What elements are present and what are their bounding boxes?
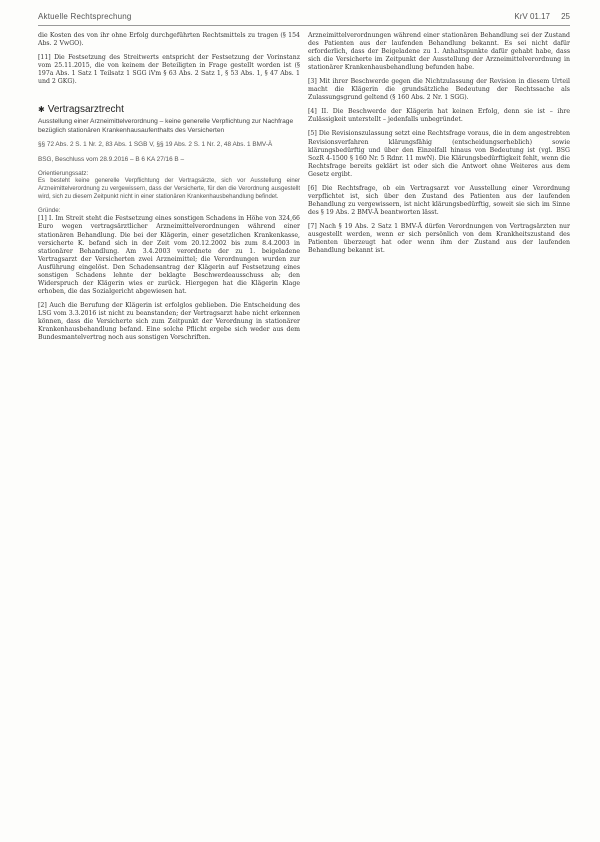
paragraph-11: [11] Die Festsetzung des Streitwerts entspricht der Festsetzung der Vorinstanz vom 25.11.2015, die von keinem der Beteiligten in Frage gestellt worden ist (§ 197a Abs. 1 Satz 1 Teilsatz 1 SGG iVm § 63 Abs. 2 Satz 1, § 53 Abs. 1, § 47 Abs. 1 und 2 GKG). [38,54,300,86]
header-journal: KrV 01.17 [514,12,550,21]
section-title: Vertragsarztrecht [47,104,124,116]
orientierung-heading: Orientierungssatz: [38,169,89,177]
orientierung-text: Es besteht keine generelle Verpflichtung der Vertragsärzte, sich vor Ausstellung einer Arzneimittelverordnung zu vergewissern, dass der Versicherte, für den die Verordnung ausgestellt wird, sich zu diesem Zeitpunkt nicht in einer stationären Krankenhausbehandlung befindet. [38,177,300,200]
paragraph: die Kosten des von ihr ohne Erfolg durchgeführten Rechtsmittels zu tragen (§ 154 Abs. 2 VwGO). [38,32,300,48]
gruende-heading: Gründe: [38,207,61,215]
star-icon: ✱ [38,105,45,115]
paragraph-7: [7] Nach § 19 Abs. 2 Satz 1 BMV-Ä dürfen Verordnungen von Vertragsärzten nur ausgestellt werden, wenn er sich persönlich von dem Krankheitszustand des Patienten überzeugt hat oder wenn ihm der Zustand aus der laufenden Behandlung bekannt ist. [308,222,570,255]
paragraph-3: [3] Mit ihrer Beschwerde gegen die Nichtzulassung der Revision in diesem Urteil macht die Klägerin die grundsätzliche Bedeutung der Rechtssache als Zulassungsgrund geltend (§ 160 Abs. 2 Nr. 1 SGG). [308,78,570,102]
leitsatz: Ausstellung einer Arzneimittelverordnung – keine generelle Verpflichtung zur Nachfrage bezüglich stationären Krankenhausaufenthalts des Versicherten [38,118,294,134]
header-page-number: 25 [561,12,570,21]
paragraph: Arzneimittelverordnungen während einer stationären Behandlung sei der Zustand des Patienten aus der laufenden Behandlung bekannt. Es sei nicht dafür erforderlich, dass der Beigeladene zu 1. Anhaltspunkte dafür gehabt habe, dass sich die Versicherte im Zeitpunkt der Ausstellung der Arzneimittelverordnung in stationärer Krankenhausbehandlung befunden habe. [308,32,570,72]
header-section-title: Aktuelle Rechtsprechung [38,12,132,21]
header-journal-page [514,12,570,21]
section-heading [38,106,300,114]
right-column [308,32,570,261]
norm-citations: §§ 72 Abs. 2 S. 1 Nr. 2, 83 Abs. 1 SGB V, §§ 19 Abs. 2 S. 1 Nr. 2, 48 Abs. 1 BMV-Ä [38,141,273,149]
running-header [38,8,570,26]
paragraph-5: [5] Die Revisionszulassung setzt eine Rechtsfrage voraus, die in dem angestrebten Revisionsverfahren klärungsfähig (entscheidungserheblich) sowie klärungsbedürftig und über den Einzelfall hinaus von Bedeutung ist (vgl. BSG SozR 4-1500 § 160 Nr. 5 Rdnr. 11 mwN). Die Klärungsbedürftigkeit fehlt, wenn die Rechtsfrage bereits geklärt ist oder sich die Antwort ohne Weiteres aus dem Gesetz ergibt. [308,130,570,178]
paragraph-2: [2] Auch die Berufung der Klägerin ist erfolglos geblieben. Die Entscheidung des LSG vom 3.3.2016 ist nicht zu beanstanden; der Vertragsarzt habe nicht erkennen können, dass die Versicherte sich zum Zeitpunkt der Verordnung in stationärer Krankenhausbehandlung befand. Eine solche Pflicht ergebe sich weder aus dem Bundesmantelvertrag noch aus sonstigen Vorschriften. [38,301,300,342]
left-column [38,32,300,348]
paragraph-1: [1] I. Im Streit steht die Festsetzung eines sonstigen Schadens in Höhe von 324,66 Euro wegen vertragsärztlicher Arzneimittelverordnungen während einer stationären Behandlung. Die bei der Klägerin, einer gesetzlichen Krankenkasse, versicherte K. befand sich in der Zeit vom 20.12.2002 bis zum 8.4.2003 in stationärer Behandlung. Am 3.4.2003 verordnete der zu 1. beigeladene Vertragsarzt der Versicherten zwei Arzneimittel; die Verordnungen wurden zur Ausführung eingelöst. Den Schadensantrag der Klägerin auf Festsetzung eines sonstigen Schadens lehnte der beklagte Beschwerdeausschuss ab; den Widerspruch der Klägerin wies er zurück. Hiergegen hat die Klägerin Klage erhoben, die das Sozialgericht abgewiesen hat. [38,215,300,295]
decision-reference: BSG, Beschluss vom 28.9.2016 – B 6 KA 27/16 B – [38,155,185,163]
paragraph-4: [4] II. Die Beschwerde der Klägerin hat keinen Erfolg, denn sie ist – ihre Zulässigkeit unterstellt – jedenfalls unbegründet. [308,108,570,124]
paragraph-6: [6] Die Rechtsfrage, ob ein Vertragsarzt vor Ausstellung einer Verordnung verpflichtet ist, sich über den Zustand des Patienten aus der laufenden Behandlung zu vergewissern, ist nicht klärungsbedürftig, soweit sie sich im Sinne des § 19 Abs. 2 BMV-Ä beantworten lässt. [308,184,570,216]
